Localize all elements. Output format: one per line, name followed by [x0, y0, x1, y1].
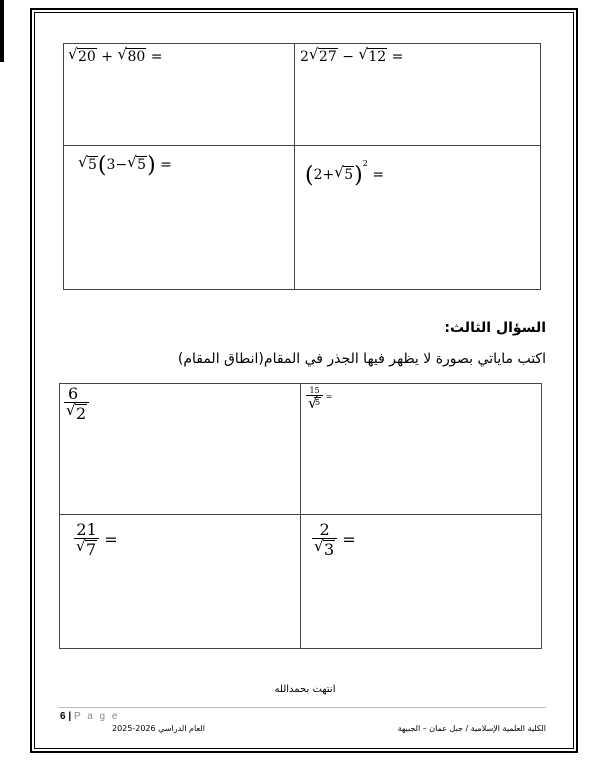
- top-table-divider-vertical: [294, 44, 295, 289]
- school-name: الكلية العلمية الإسلامية / جبل عمان – الجبيهة: [397, 724, 546, 733]
- radicand: 2: [76, 404, 87, 423]
- question-instruction: اكتب ماياتي بصورة لا يظهر فيها الجذر في المقام(انطاق المقام): [177, 351, 546, 367]
- fraction-15-over-sqrt5: [306, 387, 332, 407]
- numerator: 6: [68, 384, 79, 403]
- equals-sign: =: [391, 49, 404, 65]
- equals-sign: =: [372, 167, 385, 183]
- top-table-divider-horizontal: [64, 145, 540, 146]
- radicand: 12: [368, 49, 387, 65]
- question-three-heading: السؤال الثالث:: [444, 320, 546, 336]
- fraction-6-over-sqrt2: [64, 386, 89, 422]
- page-number-value: 6: [60, 711, 66, 722]
- bottom-table-divider-horizontal: [60, 514, 541, 515]
- coefficient: 2: [300, 49, 309, 65]
- expr-sqrt5-times-3-minus-sqrt5: [78, 155, 172, 177]
- radicand: 5: [344, 167, 354, 183]
- plus-sign: +: [101, 49, 114, 65]
- numerator: 2: [319, 520, 330, 539]
- radicand: 27: [318, 49, 337, 65]
- radicand: 5: [137, 157, 147, 173]
- radicand: 7: [86, 540, 97, 559]
- radicand: 5: [315, 398, 321, 407]
- open-paren: (: [97, 153, 107, 178]
- closing-text: انتهت بحمدالله: [274, 684, 336, 695]
- equals-sign: =: [325, 392, 333, 401]
- bottom-table-divider-vertical: [300, 384, 301, 648]
- plus-sign: +: [322, 167, 335, 183]
- page-separator: |: [68, 711, 72, 722]
- radicand: 3: [324, 540, 335, 559]
- numerator: 15: [309, 386, 320, 395]
- page-number: [60, 711, 119, 722]
- radicand: 20: [78, 49, 96, 65]
- close-paren: ): [354, 163, 363, 188]
- close-paren: ): [147, 153, 156, 178]
- bottom-exercise-table: [59, 383, 542, 649]
- expr-2sqrt27-minus-sqrt12: [300, 48, 403, 64]
- minus-sign: −: [115, 157, 128, 173]
- equals-sign: =: [150, 49, 163, 65]
- term: 2: [313, 167, 323, 183]
- equals-sign: =: [104, 530, 118, 549]
- radicand: 80: [127, 49, 146, 65]
- footer-divider: [58, 707, 546, 708]
- left-edge-bar: [0, 0, 4, 62]
- equals-sign: =: [160, 157, 172, 173]
- numerator: 21: [76, 520, 97, 539]
- minus-sign: −: [342, 49, 354, 65]
- equals-sign: =: [342, 530, 356, 549]
- expr-2-plus-sqrt5-squared: [305, 160, 384, 187]
- academic-year: العام الدراسي 2026-2025: [112, 724, 205, 733]
- page-label: P a g e: [73, 711, 120, 722]
- radicand: 5: [88, 157, 97, 173]
- term: 3: [106, 157, 116, 173]
- fraction-2-over-sqrt3: [312, 522, 356, 558]
- expr-sqrt20-plus-sqrt80: [68, 48, 162, 64]
- exponent: 2: [362, 159, 368, 168]
- open-paren: (: [305, 163, 314, 188]
- fraction-21-over-sqrt7: [74, 522, 118, 558]
